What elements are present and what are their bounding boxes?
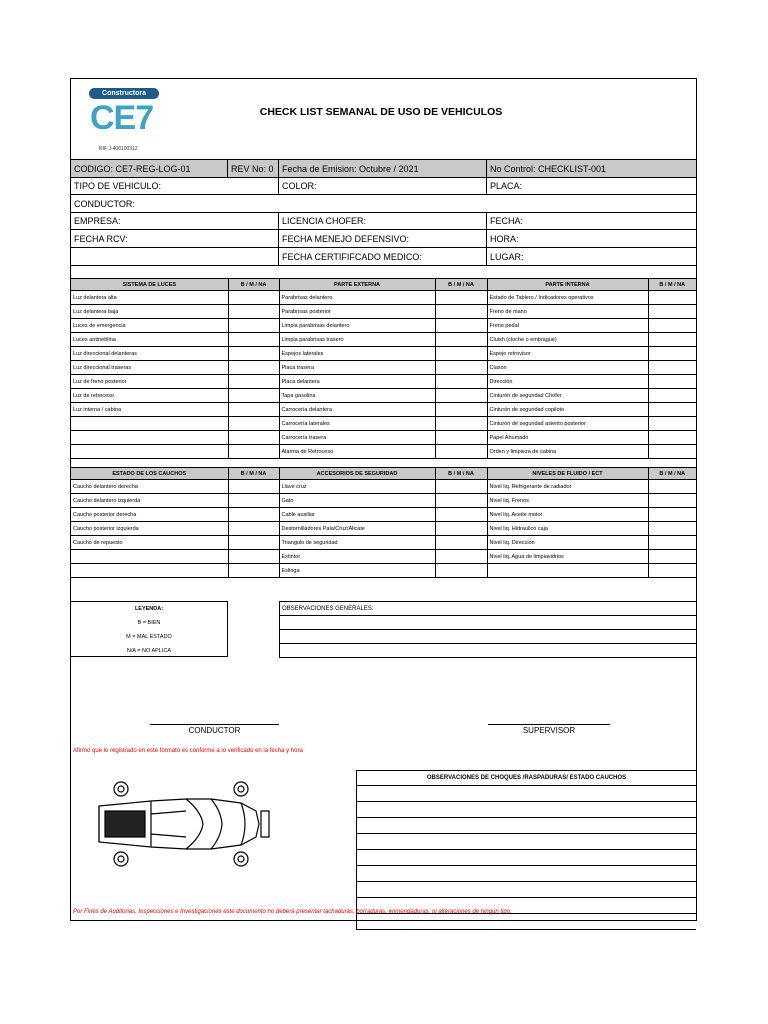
table-row bbox=[71, 431, 696, 445]
item-label: Nivel liq. Refrigerante de radiador bbox=[487, 480, 648, 494]
item-label: Luz delantera baja bbox=[71, 305, 228, 319]
checklist-table-cauchos bbox=[71, 467, 696, 578]
item-label: Luz de freno posterior bbox=[71, 375, 228, 389]
item-status-cell[interactable] bbox=[435, 305, 487, 319]
field-certificado-medico[interactable]: FECHA CERTIFIFCADO MEDICO: bbox=[279, 248, 487, 265]
item-status-cell[interactable] bbox=[228, 403, 279, 417]
revision: REV No: 0 bbox=[228, 160, 279, 177]
item-label: Estado de Tablero / Indicadores operativos bbox=[487, 291, 648, 305]
item-label bbox=[71, 417, 228, 431]
item-status-cell[interactable] bbox=[435, 564, 487, 578]
table-row bbox=[71, 508, 696, 522]
legend-box bbox=[71, 601, 228, 657]
legend-bien: B = BIEN bbox=[137, 620, 161, 626]
item-label: Papel Ahumado bbox=[487, 431, 648, 445]
observaciones-label: OBSERVACIONES GENERALES: bbox=[280, 602, 697, 616]
th-bmna: B / M / NA bbox=[648, 279, 696, 291]
item-status-cell[interactable] bbox=[228, 564, 279, 578]
field-fecha[interactable]: FECHA: bbox=[490, 215, 524, 226]
field-licencia[interactable]: LICENCIA CHOFER: bbox=[279, 212, 487, 229]
choques-line[interactable] bbox=[357, 818, 697, 834]
row-medico bbox=[71, 248, 696, 266]
item-status-cell[interactable] bbox=[435, 508, 487, 522]
item-label: Nivel liq. Direccion bbox=[487, 536, 648, 550]
item-label: Freno de mano bbox=[487, 305, 648, 319]
item-status-cell[interactable] bbox=[228, 431, 279, 445]
item-status-cell[interactable] bbox=[435, 431, 487, 445]
item-label: Limpia parabrisas trasero bbox=[279, 333, 435, 347]
item-status-cell[interactable] bbox=[435, 417, 487, 431]
field-conductor[interactable]: CONDUCTOR: bbox=[74, 198, 135, 209]
item-status-cell[interactable] bbox=[435, 319, 487, 333]
header-row bbox=[71, 159, 696, 178]
item-status-cell[interactable] bbox=[228, 522, 279, 536]
item-status-cell[interactable] bbox=[228, 319, 279, 333]
item-label: Cinturón de seguridad Chofer bbox=[487, 389, 648, 403]
item-label: Parabrisas posterior bbox=[279, 305, 435, 319]
item-status-cell[interactable] bbox=[648, 319, 696, 333]
item-status-cell[interactable] bbox=[228, 347, 279, 361]
item-label: Destornilladores Pala/Cruz/Alicate bbox=[279, 522, 435, 536]
item-status-cell[interactable] bbox=[435, 494, 487, 508]
th-bmna: B / M / NA bbox=[435, 468, 487, 480]
observaciones-line[interactable] bbox=[280, 644, 697, 658]
item-status-cell[interactable] bbox=[435, 389, 487, 403]
table-row bbox=[71, 536, 696, 550]
item-status-cell[interactable] bbox=[228, 333, 279, 347]
item-status-cell[interactable] bbox=[435, 333, 487, 347]
item-label: Parabrisas delantero bbox=[279, 291, 435, 305]
item-label: Orden y limpieza de cabina bbox=[487, 445, 648, 459]
field-lugar[interactable]: LUGAR: bbox=[490, 251, 524, 262]
item-status-cell[interactable] bbox=[648, 522, 696, 536]
item-label bbox=[71, 445, 228, 459]
item-label: Caucho posterior izquierda bbox=[71, 522, 228, 536]
item-label: Luz direccional delanteras bbox=[71, 347, 228, 361]
item-status-cell[interactable] bbox=[648, 375, 696, 389]
table-row bbox=[71, 403, 696, 417]
item-label: Cinturón de seguridad asiento posterior bbox=[487, 417, 648, 431]
field-fecha-rcv[interactable]: FECHA RCV: bbox=[71, 230, 279, 247]
item-label: Extintor bbox=[279, 550, 435, 564]
item-status-cell[interactable] bbox=[228, 550, 279, 564]
item-label: Nivel liq. Agua de limpiavidrios bbox=[487, 550, 648, 564]
item-status-cell[interactable] bbox=[435, 291, 487, 305]
choques-line[interactable] bbox=[357, 850, 697, 866]
item-label: Limpia parabrisas delantero bbox=[279, 319, 435, 333]
item-status-cell[interactable] bbox=[435, 480, 487, 494]
item-label: Freno pedal bbox=[487, 319, 648, 333]
observaciones-generales bbox=[279, 601, 696, 658]
th-bmna: B / M / NA bbox=[228, 468, 279, 480]
observaciones-line[interactable] bbox=[280, 616, 697, 630]
item-status-cell[interactable] bbox=[648, 403, 696, 417]
field-empresa[interactable]: EMPRESA: bbox=[71, 212, 279, 229]
item-status-cell[interactable] bbox=[228, 536, 279, 550]
legend-title: LEYENDA: bbox=[134, 606, 164, 612]
item-status-cell[interactable] bbox=[648, 389, 696, 403]
table-row bbox=[71, 480, 696, 494]
legend-na: N/A = NO APLICA bbox=[126, 648, 172, 654]
item-status-cell[interactable] bbox=[648, 536, 696, 550]
field-color[interactable]: COLOR: bbox=[279, 177, 487, 194]
item-status-cell[interactable] bbox=[228, 389, 279, 403]
item-label: Placa trasera bbox=[279, 361, 435, 375]
item-label: Carrocería delantera bbox=[279, 403, 435, 417]
th-niveles-fluido: NIVELES DE FLUIDO / ECT bbox=[487, 468, 648, 480]
choques-line[interactable] bbox=[357, 802, 697, 818]
item-status-cell[interactable] bbox=[648, 550, 696, 564]
item-label: Caucho posterior derecha bbox=[71, 508, 228, 522]
item-status-cell[interactable] bbox=[648, 305, 696, 319]
field-hora[interactable]: HORA: bbox=[490, 233, 519, 244]
item-status-cell[interactable] bbox=[228, 480, 279, 494]
item-label bbox=[487, 564, 648, 578]
item-label: Dirección bbox=[487, 375, 648, 389]
item-label: Placa delantera bbox=[279, 375, 435, 389]
table-row bbox=[71, 347, 696, 361]
item-label: Alarma de Retroceso bbox=[279, 445, 435, 459]
item-label: Nivel liq. Hidraulico caja bbox=[487, 522, 648, 536]
item-label bbox=[71, 431, 228, 445]
item-status-cell[interactable] bbox=[648, 508, 696, 522]
codigo: CODIGO: CE7-REG-LOG-01 bbox=[71, 160, 228, 177]
table-row bbox=[71, 333, 696, 347]
item-label: Luces de emergencia bbox=[71, 319, 228, 333]
item-label: Luz delantera alta bbox=[71, 291, 228, 305]
no-control: No Control: CHECKLIST-001 bbox=[490, 163, 607, 174]
table-row bbox=[71, 361, 696, 375]
item-status-cell[interactable] bbox=[435, 550, 487, 564]
item-label: Luz de retroceso bbox=[71, 389, 228, 403]
item-status-cell[interactable] bbox=[435, 403, 487, 417]
choques-line[interactable] bbox=[357, 786, 697, 802]
field-tipo-vehiculo[interactable]: TIPO DE VEHICULO: bbox=[71, 177, 279, 194]
item-status-cell[interactable] bbox=[648, 494, 696, 508]
row-tipo bbox=[71, 177, 696, 195]
item-label: Caucho delantero derecha bbox=[71, 480, 228, 494]
item-label: Llave cruz bbox=[279, 480, 435, 494]
item-label: Nivel liq. Aceite motor bbox=[487, 508, 648, 522]
field-manejo-defensivo[interactable]: FECHA MENEJO DEFENSIVO: bbox=[279, 230, 487, 247]
th-accesorios: ACCESORIOS DE SEGURIDAD bbox=[279, 468, 435, 480]
table-row bbox=[71, 319, 696, 333]
item-label: Cinturón de seguridad copiloto bbox=[487, 403, 648, 417]
checklist-sheet bbox=[70, 78, 697, 921]
item-label: Carrocería laterales bbox=[279, 417, 435, 431]
observaciones-choques bbox=[356, 770, 696, 930]
table-row bbox=[71, 305, 696, 319]
item-status-cell[interactable] bbox=[648, 564, 696, 578]
item-status-cell[interactable] bbox=[228, 361, 279, 375]
table-row bbox=[71, 522, 696, 536]
table-row bbox=[71, 494, 696, 508]
th-estado-cauchos: ESTADO DE LOS CAUCHOS bbox=[71, 468, 228, 480]
table-row bbox=[71, 417, 696, 431]
item-label: Caucho delantero izquierda bbox=[71, 494, 228, 508]
item-status-cell[interactable] bbox=[435, 445, 487, 459]
item-status-cell[interactable] bbox=[228, 508, 279, 522]
item-status-cell[interactable] bbox=[435, 347, 487, 361]
signature-supervisor-label: SUPERVISOR bbox=[522, 726, 576, 735]
item-label: Nivel liq. Frenos bbox=[487, 494, 648, 508]
item-label: Luces antineblina bbox=[71, 333, 228, 347]
signature-line-conductor[interactable] bbox=[150, 724, 279, 725]
item-status-cell[interactable] bbox=[648, 417, 696, 431]
item-label: Carrocería trasera bbox=[279, 431, 435, 445]
choques-line[interactable] bbox=[357, 866, 697, 882]
vehicle-diagram bbox=[91, 781, 291, 881]
row-empresa bbox=[71, 212, 696, 230]
checklist-table-luces bbox=[71, 278, 696, 459]
item-status-cell[interactable] bbox=[435, 361, 487, 375]
company-logo bbox=[88, 85, 162, 159]
document-title: CHECK LIST SEMANAL DE USO DE VEHICULOS bbox=[259, 106, 503, 118]
item-label: Espejos laterales bbox=[279, 347, 435, 361]
item-status-cell[interactable] bbox=[435, 536, 487, 550]
table-row bbox=[71, 445, 696, 459]
th-bmna: B / M / NA bbox=[435, 279, 487, 291]
logo-brand: Constructora bbox=[89, 88, 159, 99]
item-label: Espejo retrovisor bbox=[487, 347, 648, 361]
th-parte-externa: PARTE EXTERNA bbox=[279, 279, 435, 291]
item-status-cell[interactable] bbox=[228, 445, 279, 459]
item-status-cell[interactable] bbox=[228, 417, 279, 431]
observaciones-line[interactable] bbox=[280, 630, 697, 644]
field-placa[interactable]: PLACA: bbox=[490, 180, 523, 191]
table-row bbox=[71, 375, 696, 389]
choques-line[interactable] bbox=[357, 834, 697, 850]
item-label bbox=[71, 564, 228, 578]
row-rcv bbox=[71, 230, 696, 248]
row-conductor bbox=[71, 195, 696, 213]
th-bmna: B / M / NA bbox=[228, 279, 279, 291]
item-status-cell[interactable] bbox=[648, 333, 696, 347]
choques-line[interactable] bbox=[357, 914, 697, 930]
signature-conductor-label: CONDUCTOR bbox=[188, 726, 241, 735]
item-status-cell[interactable] bbox=[648, 480, 696, 494]
choques-line[interactable] bbox=[357, 882, 697, 898]
signature-line-supervisor[interactable] bbox=[488, 724, 610, 725]
item-label: Eslinga bbox=[279, 564, 435, 578]
item-label: Tapa gasolina bbox=[279, 389, 435, 403]
th-sistema-luces: SISTEMA DE LUCES bbox=[71, 279, 228, 291]
item-label: Claxon bbox=[487, 361, 648, 375]
item-status-cell[interactable] bbox=[228, 494, 279, 508]
affirmation-text: Afirmo que lo registrado en este formato es conforme a lo verificado en la fecha y hora bbox=[73, 748, 303, 754]
observaciones-choques-label: OBSERVACIONES DE CHOQUES /RASPADURAS/ ESTADO CAUCHOS bbox=[357, 771, 697, 786]
item-status-cell[interactable] bbox=[228, 291, 279, 305]
item-label: Luz interna / cabina bbox=[71, 403, 228, 417]
table-row bbox=[71, 389, 696, 403]
table-row bbox=[71, 550, 696, 564]
item-status-cell[interactable] bbox=[648, 347, 696, 361]
item-label: Triangulo de seguridad bbox=[279, 536, 435, 550]
item-status-cell[interactable] bbox=[648, 431, 696, 445]
item-status-cell[interactable] bbox=[435, 522, 487, 536]
table-row bbox=[71, 564, 696, 578]
item-status-cell[interactable] bbox=[435, 375, 487, 389]
item-status-cell[interactable] bbox=[228, 305, 279, 319]
item-label bbox=[71, 550, 228, 564]
table-row bbox=[71, 291, 696, 305]
item-status-cell[interactable] bbox=[648, 445, 696, 459]
footer-warning: Por Fines de Auditorias, Inspecciones e Investigaciones este documento no deberá presentar tachaduras, borraduras, enmendaduras, ni alteraciones de ningún tipo. bbox=[73, 909, 512, 915]
item-status-cell[interactable] bbox=[648, 291, 696, 305]
item-label: Cluish (cloche o embrague) bbox=[487, 333, 648, 347]
item-label: Cable auxiliar bbox=[279, 508, 435, 522]
logo-rif: RIF J-408100312 bbox=[99, 146, 138, 152]
th-parte-interna: PARTE INTERNA bbox=[487, 279, 648, 291]
item-label: Luz direccional traseras bbox=[71, 361, 228, 375]
item-label: Caucho de repuesto bbox=[71, 536, 228, 550]
legend-mal: M = MAL ESTADO bbox=[126, 634, 172, 640]
item-status-cell[interactable] bbox=[648, 361, 696, 375]
item-status-cell[interactable] bbox=[228, 375, 279, 389]
fecha-emision: Fecha de Emision: Octubre / 2021 bbox=[279, 160, 487, 177]
th-bmna: B / M / NA bbox=[648, 468, 696, 480]
item-label: Gato bbox=[279, 494, 435, 508]
logo-mark: CE7 bbox=[90, 99, 154, 137]
